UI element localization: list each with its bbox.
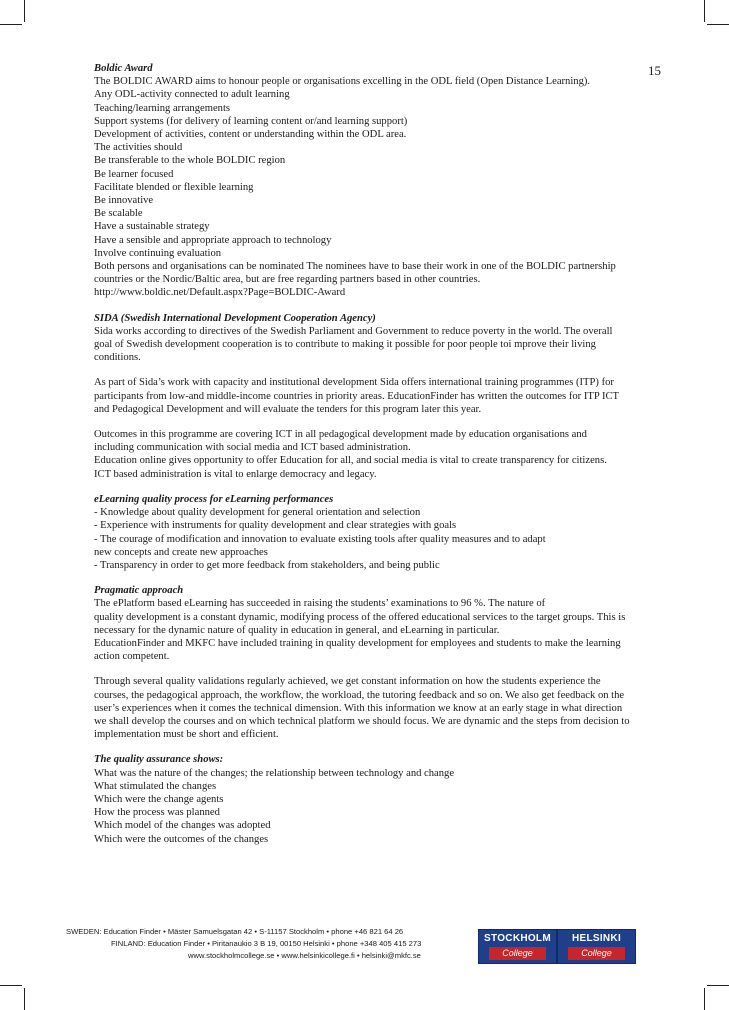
text-line: Development of activities, content or understanding within the ODL area. [94, 129, 407, 141]
section [94, 312, 664, 481]
crop-mark [24, 0, 25, 22]
text-line: Be learner focused [94, 168, 174, 180]
text-line: including communication with social media and ICT based administration. [94, 442, 411, 454]
text-line: Education online gives opportunity to offer Education for all, and social media is vital to create transparency for citizens. [94, 455, 607, 467]
paragraph [94, 75, 664, 299]
text-line: EducationFinder and MKFC have included training in quality development for employees and students to make the learning [94, 637, 621, 649]
text-line: What was the nature of the changes; the relationship between technology and change [94, 767, 455, 779]
text-line: Any ODL-activity connected to adult learning [94, 89, 290, 101]
paragraph [94, 428, 664, 481]
footer-line-finland: FINLAND: Education Finder • Piritanaukio 3 B 19, 00150 Helsinki • phone +348 405 415 273 [111, 939, 422, 948]
paragraph [94, 376, 664, 416]
crop-mark [707, 24, 729, 25]
text-line: Which were the outcomes of the changes [94, 833, 269, 845]
text-line: Sida works according to directives of the Swedish Parliament and Government to reduce poverty in the world. The overall [94, 325, 613, 337]
text-line: Facilitate blended or flexible learning [94, 181, 254, 193]
text-line: - Knowledge about quality development for general orientation and selection [94, 507, 421, 519]
crop-mark [0, 985, 22, 986]
paragraph [94, 675, 664, 741]
crop-mark [704, 0, 705, 22]
page-number: 15 [648, 63, 661, 78]
logo-sub: College [568, 947, 625, 960]
text-line: Support systems (for delivery of learning content or/and learning support) [94, 115, 408, 127]
text-line: Outcomes in this programme are covering ICT in all pedagogical development made by education organisations and [94, 429, 587, 441]
text-line: countries or the Nordic/Baltic area, but are free regarding partners based in other countries. [94, 274, 481, 286]
text-line: As part of Sida’s work with capacity and institutional development Sida offers international training programmes (ITP) for [94, 377, 614, 389]
text-line: Have a sensible and appropriate approach to technology [94, 234, 332, 246]
text-line: The BOLDIC AWARD aims to honour people or organisations excelling in the ODL field (Open Distance Learning). [94, 76, 591, 88]
text-line: Be scalable [94, 208, 143, 220]
text-line: Be transferable to the whole BOLDIC region [94, 155, 286, 167]
text-line: Teaching/learning arrangements [94, 102, 231, 114]
stockholm-college-logo [478, 929, 557, 964]
paragraph-gap [94, 663, 664, 675]
logo-sub: College [489, 947, 546, 960]
footer-line-web: www.stockholmcollege.se • www.helsinkicollege.fi • helsinki@mkfc.se [188, 951, 421, 960]
text-line: we shall develop the courses and on which technical platform we should focus. We are dynamic and the steps from decision to [94, 715, 630, 727]
text-line: conditions. [94, 352, 141, 364]
paragraph [94, 506, 664, 572]
text-line: - Experience with instruments for quality development and clear strategies with goals [94, 520, 457, 532]
text-line: How the process was planned [94, 807, 220, 819]
text-line: The activities should [94, 142, 183, 154]
section [94, 753, 664, 845]
section [94, 584, 664, 741]
footer-address [66, 926, 466, 962]
paragraph [94, 325, 664, 365]
paragraph [94, 597, 664, 663]
paragraph-gap [94, 416, 664, 428]
text-line: and Pedagogical Development and will evaluate the tenders for this program later this year. [94, 403, 482, 415]
text-line: quality development is a constant dynamic, modifying process of the offered educational services to the target groups. This is [94, 611, 626, 623]
text-line: ICT based administration is vital to enlarge democracy and legacy. [94, 468, 377, 480]
text-line: user’s experiences when it comes the technical dimension. With this information we know at an early stage in what direction [94, 702, 623, 714]
text-line: Which model of the changes was adopted [94, 820, 271, 832]
document-body [94, 62, 664, 858]
text-line: Involve continuing evaluation [94, 247, 222, 259]
paragraph [94, 767, 664, 846]
crop-mark [704, 988, 705, 1010]
section-heading: SIDA (Swedish International Development Cooperation Agency) [94, 312, 376, 324]
text-line: courses, the pedagogical approach, the workflow, the workload, the tutoring feedback and so on. We also get feedback on the [94, 689, 625, 701]
paragraph-gap [94, 364, 664, 376]
text-line: What stimulated the changes [94, 780, 217, 792]
text-line: participants from low-and middle-income countries in priority areas. EducationFinder has written the outcomes for ITP ICT [94, 390, 620, 402]
text-line: Through several quality validations regularly achieved, we get constant information on how the students experience the [94, 676, 601, 688]
text-line: Which were the change agents [94, 793, 224, 805]
logo-name: HELSINKI [571, 933, 622, 944]
text-line: implementation must be short and efficient. [94, 729, 279, 741]
crop-mark [0, 24, 22, 25]
text-line: goal of Swedish development cooperation is to contribute to making it possible for poor people toi mprove their living [94, 339, 596, 351]
section [94, 493, 664, 572]
text-line: - Transparency in order to get more feedback from stakeholders, and being public [94, 559, 440, 571]
text-line: Be innovative [94, 195, 154, 207]
text-line: - The courage of modification and innovation to evaluate existing tools after quality measures and to adapt [94, 533, 546, 545]
crop-mark [24, 988, 25, 1010]
section-heading: Pragmatic approach [94, 585, 184, 597]
text-line: Both persons and organisations can be nominated The nominees have to base their work in one of the BOLDIC partnership [94, 261, 616, 273]
text-line: http://www.boldic.net/Default.aspx?Page=BOLDIC-Award [94, 287, 346, 299]
section-heading: Boldic Award [94, 63, 153, 74]
text-line: necessary for the dynamic nature of quality in education in general, and eLearning in particular. [94, 624, 500, 636]
logo-name: STOCKHOLM [484, 933, 551, 944]
footer-line-sweden: SWEDEN: Education Finder • Mäster Samuelsgatan 42 • S-11157 Stockholm • phone +46 821 64 26 [66, 927, 404, 936]
text-line: The ePlatform based eLearning has succeeded in raising the students’ examinations to 96 %. The nature of [94, 598, 546, 610]
helsinki-college-logo [557, 929, 636, 964]
text-line: action competent. [94, 651, 170, 663]
crop-mark [707, 985, 729, 986]
section-heading: The quality assurance shows: [94, 754, 224, 766]
text-line: new concepts and create new approaches [94, 546, 268, 558]
section [94, 62, 664, 300]
section-heading: eLearning quality process for eLearning performances [94, 493, 334, 505]
text-line: Have a sustainable strategy [94, 221, 210, 233]
